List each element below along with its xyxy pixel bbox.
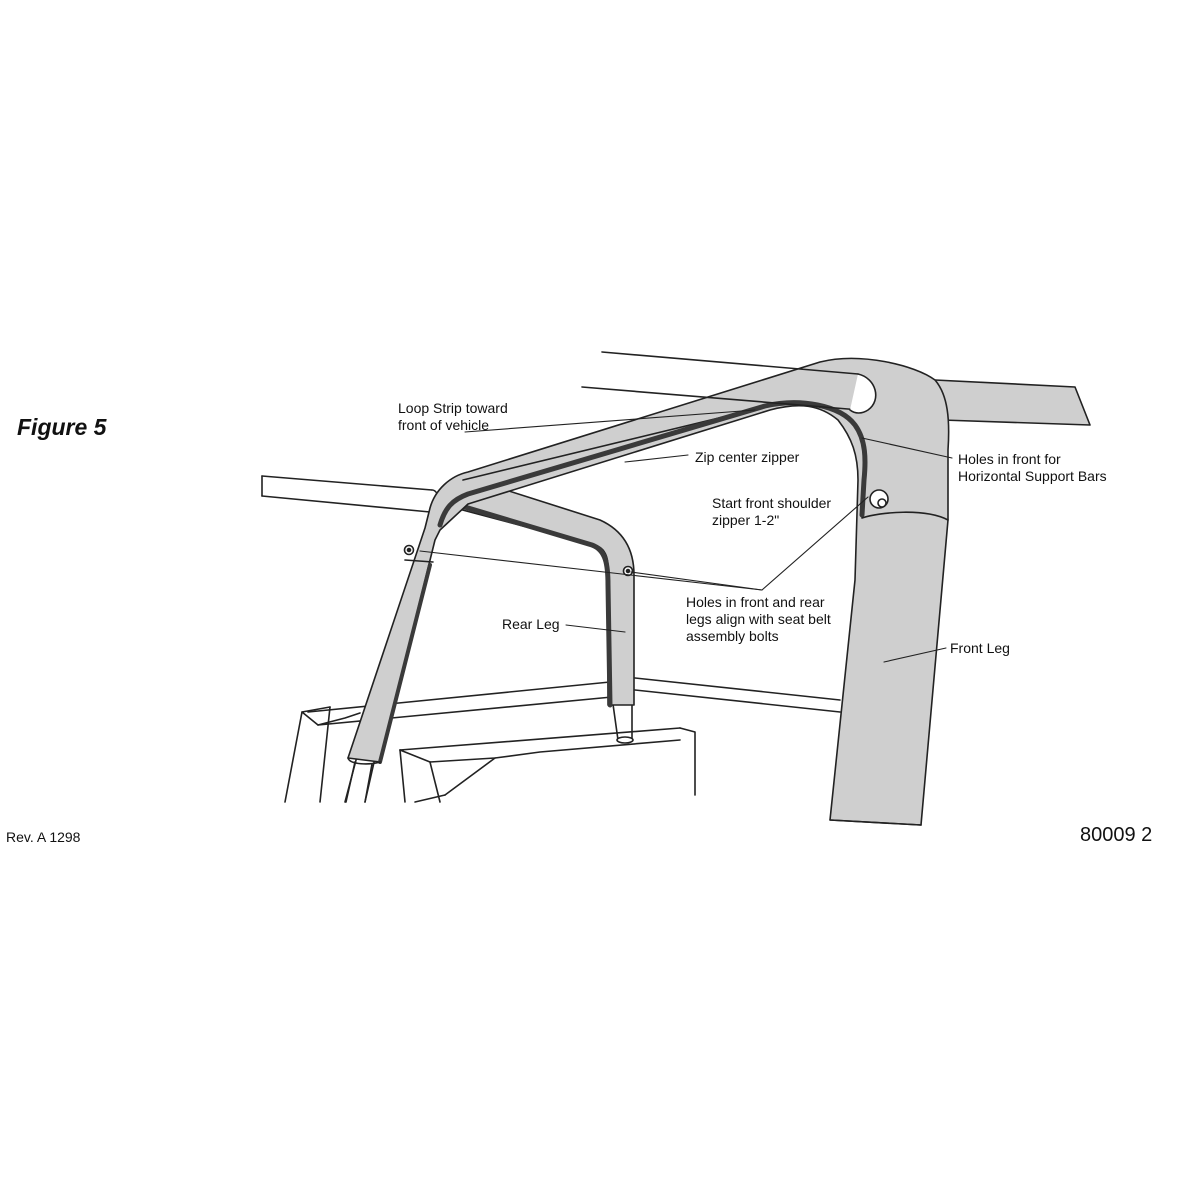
- callout-loop-strip-line2: front of vehicle: [398, 417, 490, 433]
- document-number: 80009 2: [1080, 824, 1153, 846]
- callout-holes-legs: [686, 594, 831, 645]
- callout-holes-horizontal: [958, 451, 1107, 485]
- callout-front-leg: Front Leg: [950, 640, 1010, 656]
- callout-holes-horizontal-line1: Holes in front for: [958, 451, 1061, 467]
- left-post-lines: [346, 762, 372, 802]
- callout-holes-legs-line2: legs align with seat belt: [686, 611, 831, 627]
- callout-zip-center: Zip center zipper: [695, 449, 800, 465]
- callout-holes-legs-line1: Holes in front and rear: [686, 594, 825, 610]
- revision-label: Rev. A 1298: [6, 829, 81, 845]
- figure-title: Figure 5: [17, 414, 107, 440]
- callout-loop-strip-line1: Loop Strip toward: [398, 400, 508, 416]
- callout-rear-leg: Rear Leg: [502, 616, 560, 632]
- callout-holes-legs-line3: assembly bolts: [686, 628, 779, 644]
- callout-start-front-line2: zipper 1-2": [712, 512, 780, 528]
- rear-hoop: [455, 476, 634, 705]
- callout-start-front: [712, 495, 831, 529]
- right-horizontal-bar: [935, 380, 1090, 425]
- callout-loop-strip: [398, 400, 508, 434]
- left-horizontal-bar: [262, 476, 439, 512]
- callout-start-front-line1: Start front shoulder: [712, 495, 832, 511]
- callout-holes-horizontal-line2: Horizontal Support Bars: [958, 468, 1107, 484]
